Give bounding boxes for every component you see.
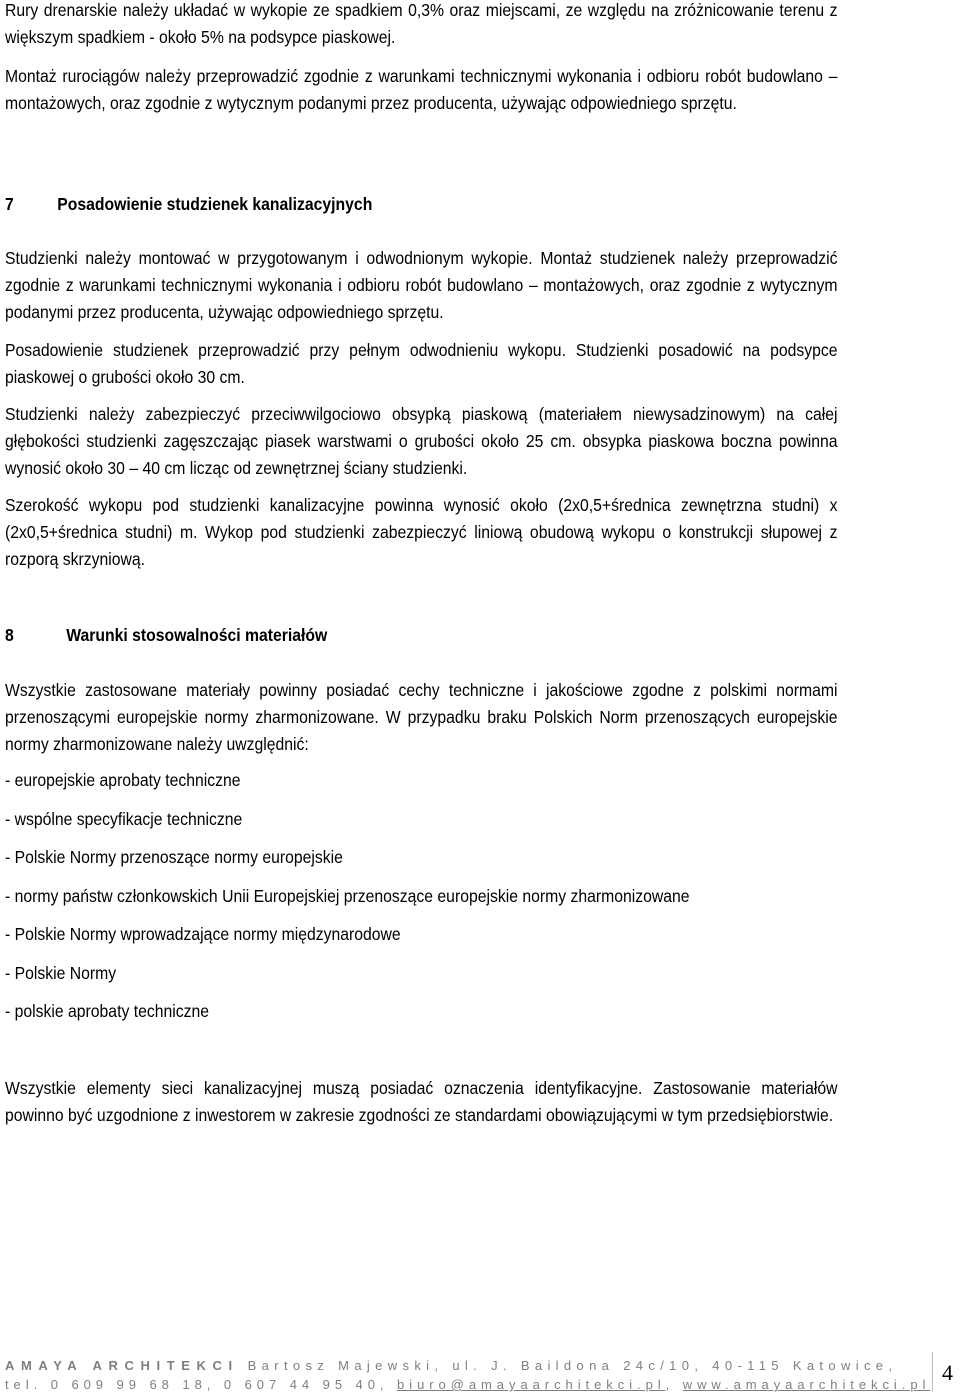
section-7-heading <box>5 191 905 218</box>
section-8-paragraph-2: Wszystkie elementy sieci kanalizacyjnej muszą posiadać oznaczenia identyfikacyjne. Zastosowanie materiałów powinno być uzgodnione z inwestorem w zakresie zgodności ze standardami obowiązującymi w tym przedsiębiorstwie. <box>5 1078 838 1125</box>
section-8-heading <box>5 622 905 649</box>
page-number: 4 <box>942 1360 953 1385</box>
section-7-paragraph-3: Studzienki należy zabezpieczyć przeciwwilgociowo obsypką piaskową (materiałem niewysadzinowym) na całej głębokości studzienki zagęszczając piasek warstwami o grubości około 25 cm. obsypka piaskowa boczna powinna wynosić około 30 – 40 cm licząc od zewnętrznej ściany studzienki. <box>5 404 838 478</box>
footer-address: Bartosz Majewski, ul. J. Baildona 24c/10, 40-115 Katowice, <box>238 1358 898 1373</box>
list-item: - Polskie Normy <box>5 963 117 983</box>
section-7-paragraph-2: Posadowienie studzienek przeprowadzić przy pełnym odwodnieniu wykopu. Studzienki posadowić na podsypce piaskowej o grubości około 30 cm. <box>5 340 838 387</box>
section-8-number: 8 <box>5 625 14 645</box>
footer-website-link[interactable]: www.amayaarchitekci.pl <box>682 1377 931 1392</box>
footer-divider <box>932 1352 933 1392</box>
list-item: - polskie aprobaty techniczne <box>5 1001 209 1021</box>
footer-phones: tel. 0 609 99 68 18, 0 607 44 95 40, <box>5 1377 398 1392</box>
section-7-number: 7 <box>5 194 14 214</box>
section-7-title: Posadowienie studzienek kanalizacyjnych <box>57 194 373 214</box>
list-item: - wspólne specyfikacje techniczne <box>5 809 243 829</box>
intro-paragraph-drainage: Rury drenarskie należy układać w wykopie ze spadkiem 0,3% oraz miejscami, ze względu na zróżnicowanie terenu z większym spadkiem - około 5% na podsypce piaskowej. <box>5 0 838 47</box>
footer-contact-line <box>5 1375 931 1394</box>
list-item: - normy państw członkowskich Unii Europejskiej przenoszące europejskie normy zharmonizowane <box>5 886 690 906</box>
section-8-paragraph-1: Wszystkie zastosowane materiały powinny posiadać cechy techniczne i jakościowe zgodne z polskimi normami przenoszącymi europejskie normy zharmonizowane. W przypadku braku Polskich Norm przenoszących europejskie normy zharmonizowane należy uwzględnić: <box>5 680 838 754</box>
page-footer <box>5 1356 931 1394</box>
section-8-title: Warunki stosowalności materiałów <box>66 625 328 645</box>
footer-email-link[interactable]: biuro@amayaarchitekci.pl <box>397 1377 666 1392</box>
section-7-paragraph-4: Szerokość wykopu pod studzienki kanalizacyjne powinna wynosić około (2x0,5+średnica zewnętrzna studni) x (2x0,5+średnica studni) m. Wykop pod studzienki zabezpieczyć liniową obudową wykopu o konstrukcji słupowej z rozporą skrzyniową. <box>5 495 838 569</box>
footer-address-line <box>5 1356 925 1375</box>
list-item: - europejskie aprobaty techniczne <box>5 770 241 790</box>
footer-separator: , <box>665 1377 683 1392</box>
section-7-paragraph-1: Studzienki należy montować w przygotowanym i odwodnionym wykopie. Montaż studzienek należy przeprowadzić zgodnie z warunkami technicznymi wykonania i odbioru robót budowlano – montażowych, oraz zgodnie z wytycznym podanymi przez producenta, używając odpowiedniego sprzętu. <box>5 248 838 322</box>
footer-brand: AMAYA ARCHITEKCI <box>5 1358 239 1373</box>
intro-paragraph-pipeline-assembly: Montaż rurociągów należy przeprowadzić zgodnie z warunkami technicznymi wykonania i odbioru robót budowlano – montażowych, oraz zgodnie z wytycznym podanymi przez producenta, używając odpowiedniego sprzętu. <box>5 66 838 113</box>
list-item: - Polskie Normy przenoszące normy europejskie <box>5 847 343 867</box>
list-item: - Polskie Normy wprowadzające normy międzynarodowe <box>5 924 401 944</box>
